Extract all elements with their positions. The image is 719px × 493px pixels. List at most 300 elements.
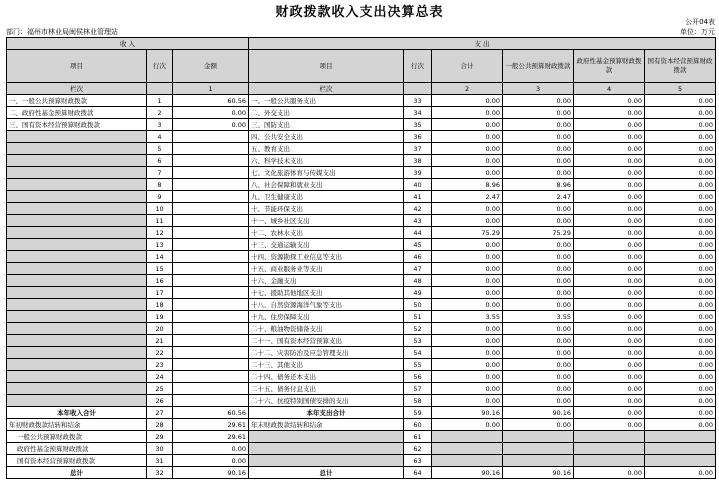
income-item xyxy=(7,155,147,167)
total-amount: 75.29 xyxy=(432,227,503,239)
income-item xyxy=(7,143,147,155)
income-row-no: 25 xyxy=(147,383,173,395)
income-amount xyxy=(173,275,249,287)
general-amount: 0.00 xyxy=(503,383,574,395)
capital-amount: 0.00 xyxy=(645,395,716,407)
table-row xyxy=(7,275,716,287)
fund-amount: 0.00 xyxy=(574,95,645,107)
capital-amount: 0.00 xyxy=(645,371,716,383)
expense-item: 六、科学技术支出 xyxy=(249,155,404,167)
general-amount: 0.00 xyxy=(503,251,574,263)
total-amount: 0.00 xyxy=(432,383,503,395)
income-item xyxy=(7,299,147,311)
general-amount: 0.00 xyxy=(503,155,574,167)
table-row xyxy=(7,215,716,227)
total-amount: 0.00 xyxy=(432,215,503,227)
income-item xyxy=(7,347,147,359)
fund-amount: 0.00 xyxy=(574,359,645,371)
income-item xyxy=(7,227,147,239)
income-item xyxy=(7,275,147,287)
expense-row-no: 36 xyxy=(404,131,432,143)
general-amount: 0.00 xyxy=(503,323,574,335)
expense-item: 一、一般公共服务支出 xyxy=(249,95,404,107)
fund-amount: 0.00 xyxy=(574,191,645,203)
table-row xyxy=(7,371,716,383)
income-row-no: 21 xyxy=(147,335,173,347)
total-amount: 0.00 xyxy=(432,323,503,335)
total-amount: 8.96 xyxy=(432,179,503,191)
expense-item: 三、国防支出 xyxy=(249,119,404,131)
income-row-no: 1 xyxy=(147,95,173,107)
capital-amount: 0.00 xyxy=(645,323,716,335)
income-amount xyxy=(173,383,249,395)
table-row xyxy=(7,167,716,179)
income-item: 一、一般公共预算财政拨款 xyxy=(7,95,147,107)
table-row xyxy=(7,335,716,347)
expense-row-no: 53 xyxy=(404,335,432,347)
capital-amount: 0.00 xyxy=(645,287,716,299)
table-row xyxy=(7,95,716,107)
fund-amount: 0.00 xyxy=(574,287,645,299)
general-amount: 0.00 xyxy=(503,119,574,131)
capital-amount: 0.00 xyxy=(645,383,716,395)
expense-row-no: 45 xyxy=(404,239,432,251)
total-row: 本年收入合计 27 60.56 本年支出合计 59 90.16 90.16 0.00 0.00 xyxy=(7,407,716,419)
income-amount xyxy=(173,191,249,203)
fund-amount: 0.00 xyxy=(574,311,645,323)
income-item-header: 项目 xyxy=(7,50,147,83)
expense-item: 十七、援助其他地区支出 xyxy=(249,287,404,299)
income-amount xyxy=(173,239,249,251)
general-budget-header: 一般公共预算财政拨款 xyxy=(503,50,574,83)
fund-amount: 0.00 xyxy=(574,263,645,275)
income-row-no: 22 xyxy=(147,347,173,359)
table-row xyxy=(7,227,716,239)
income-item xyxy=(7,311,147,323)
expense-row-no: 44 xyxy=(404,227,432,239)
table-row xyxy=(7,131,716,143)
income-amount: 0.00 xyxy=(173,119,249,131)
total-amount: 0.00 xyxy=(432,275,503,287)
total-amount: 0.00 xyxy=(432,203,503,215)
fund-amount: 0.00 xyxy=(574,347,645,359)
general-amount: 0.00 xyxy=(503,107,574,119)
expense-row-no: 41 xyxy=(404,191,432,203)
expense-item-header: 项目 xyxy=(249,50,404,83)
expense-row-no: 48 xyxy=(404,275,432,287)
column-header-row xyxy=(7,50,716,83)
income-row-no: 2 xyxy=(147,107,173,119)
income-amount xyxy=(173,335,249,347)
expense-row-no: 54 xyxy=(404,347,432,359)
expense-row-no: 37 xyxy=(404,143,432,155)
expense-item: 二十三、其他支出 xyxy=(249,359,404,371)
grand-total-label: 总计 xyxy=(7,467,147,479)
expense-item: 十、节能环保支出 xyxy=(249,203,404,215)
expense-row-no: 58 xyxy=(404,395,432,407)
table-row xyxy=(7,311,716,323)
income-item xyxy=(7,383,147,395)
income-row-no: 10 xyxy=(147,203,173,215)
col-4: 4 xyxy=(574,83,645,95)
total-amount: 0.00 xyxy=(432,263,503,275)
expense-item: 十三、交通运输支出 xyxy=(249,239,404,251)
expense-row-no: 42 xyxy=(404,203,432,215)
fund-amount: 0.00 xyxy=(574,179,645,191)
general-amount: 0.00 xyxy=(503,215,574,227)
fund-amount: 0.00 xyxy=(574,131,645,143)
income-row-no: 16 xyxy=(147,275,173,287)
general-amount: 0.00 xyxy=(503,395,574,407)
general-amount: 0.00 xyxy=(503,371,574,383)
capital-amount: 0.00 xyxy=(645,347,716,359)
income-row-no: 26 xyxy=(147,395,173,407)
sub-row: 政府性基金预算财政拨款 30 0.00 62 xyxy=(7,443,716,455)
expense-row-no: 47 xyxy=(404,263,432,275)
expense-item: 二十六、抗疫特别国债安排的支出 xyxy=(249,395,404,407)
income-item xyxy=(7,371,147,383)
sub-row: 一般公共预算财政拨款 29 29.61 61 xyxy=(7,431,716,443)
income-header: 收 入 xyxy=(7,38,249,50)
expense-row-header: 行次 xyxy=(404,50,432,83)
expense-row-no: 56 xyxy=(404,371,432,383)
expense-item: 十五、商业服务业等支出 xyxy=(249,263,404,275)
fund-amount: 0.00 xyxy=(574,227,645,239)
total-amount: 0.00 xyxy=(432,371,503,383)
fund-amount: 0.00 xyxy=(574,119,645,131)
income-amount xyxy=(173,311,249,323)
total-amount: 3.55 xyxy=(432,311,503,323)
expense-item: 十一、城乡社区支出 xyxy=(249,215,404,227)
income-item xyxy=(7,323,147,335)
table-row xyxy=(7,107,716,119)
expense-item: 十九、住房保障支出 xyxy=(249,311,404,323)
total-amount: 0.00 xyxy=(432,143,503,155)
fund-amount: 0.00 xyxy=(574,371,645,383)
capital-amount: 0.00 xyxy=(645,239,716,251)
grand-total-label-right: 总计 xyxy=(249,467,404,479)
income-amount xyxy=(173,203,249,215)
expense-item: 二十一、国有资本经营预算支出 xyxy=(249,335,404,347)
total-amount: 0.00 xyxy=(432,335,503,347)
general-amount: 0.00 xyxy=(503,131,574,143)
total-amount: 0.00 xyxy=(432,95,503,107)
income-amount xyxy=(173,143,249,155)
income-item xyxy=(7,167,147,179)
capital-amount: 0.00 xyxy=(645,299,716,311)
table-row xyxy=(7,287,716,299)
fund-budget-header: 政府性基金预算财政拨款 xyxy=(574,50,645,83)
income-row-no: 3 xyxy=(147,119,173,131)
income-amount xyxy=(173,155,249,167)
capital-amount: 0.00 xyxy=(645,143,716,155)
department-label: 部门：福州市林业局闽侯林业管理站 xyxy=(6,28,118,36)
fiscal-summary-table xyxy=(6,37,716,479)
fund-amount: 0.00 xyxy=(574,239,645,251)
income-amount xyxy=(173,179,249,191)
section-header-row xyxy=(7,38,716,50)
general-amount: 0.00 xyxy=(503,203,574,215)
total-amount: 0.00 xyxy=(432,155,503,167)
capital-amount: 0.00 xyxy=(645,311,716,323)
income-row-no: 8 xyxy=(147,179,173,191)
income-row-no: 12 xyxy=(147,227,173,239)
table-row xyxy=(7,155,716,167)
income-amount: 60.56 xyxy=(173,95,249,107)
income-item xyxy=(7,287,147,299)
total-amount: 0.00 xyxy=(432,239,503,251)
fund-amount: 0.00 xyxy=(574,395,645,407)
general-amount: 0.00 xyxy=(503,335,574,347)
total-amount: 0.00 xyxy=(432,119,503,131)
sub-general-label: 一般公共预算财政拨款 xyxy=(7,431,147,443)
general-amount: 0.00 xyxy=(503,263,574,275)
sub-row: 国有资本经营预算财政拨款 31 0.00 63 xyxy=(7,455,716,467)
general-amount: 0.00 xyxy=(503,347,574,359)
carry-row: 年初财政拨款结转和结余 28 29.61 年末财政拨款结转和结余 60 0.00 0.00 0.00 0.00 xyxy=(7,419,716,431)
income-item xyxy=(7,335,147,347)
table-row xyxy=(7,263,716,275)
income-amount-header: 金额 xyxy=(173,50,249,83)
expense-item: 十四、资源勘探工业信息等支出 xyxy=(249,251,404,263)
capital-amount: 0.00 xyxy=(645,191,716,203)
capital-amount: 0.00 xyxy=(645,203,716,215)
expense-item: 二十、粮油物资储备支出 xyxy=(249,323,404,335)
table-row xyxy=(7,347,716,359)
expense-row-no: 51 xyxy=(404,311,432,323)
income-amount: 0.00 xyxy=(173,107,249,119)
income-total-label: 本年收入合计 xyxy=(7,407,147,419)
capital-amount: 0.00 xyxy=(645,335,716,347)
expense-item: 四、公共安全支出 xyxy=(249,131,404,143)
general-amount: 8.96 xyxy=(503,179,574,191)
expense-total-label: 本年支出合计 xyxy=(249,407,404,419)
income-row-no: 14 xyxy=(147,251,173,263)
income-amount xyxy=(173,323,249,335)
expense-item: 八、社会保障和就业支出 xyxy=(249,179,404,191)
general-amount: 3.55 xyxy=(503,311,574,323)
table-row xyxy=(7,299,716,311)
income-row-no: 4 xyxy=(147,131,173,143)
income-row-no: 24 xyxy=(147,371,173,383)
expense-row-no: 57 xyxy=(404,383,432,395)
table-row xyxy=(7,251,716,263)
general-amount: 0.00 xyxy=(503,167,574,179)
fund-amount: 0.00 xyxy=(574,215,645,227)
income-row-no: 6 xyxy=(147,155,173,167)
sub-fund-label: 政府性基金预算财政拨款 xyxy=(7,443,147,455)
total-amount: 0.00 xyxy=(432,251,503,263)
grand-total-row: 总计 32 90.16 总计 64 90.16 90.16 0.00 0.00 xyxy=(7,467,716,479)
table-row xyxy=(7,239,716,251)
fund-amount: 0.00 xyxy=(574,107,645,119)
income-row-no: 23 xyxy=(147,359,173,371)
income-item xyxy=(7,203,147,215)
expense-item: 二、外交支出 xyxy=(249,107,404,119)
total-amount: 0.00 xyxy=(432,299,503,311)
income-item xyxy=(7,215,147,227)
income-item: 二、政府性基金预算财政拨款 xyxy=(7,107,147,119)
capital-amount: 0.00 xyxy=(645,251,716,263)
table-row xyxy=(7,395,716,407)
expense-header: 支 出 xyxy=(249,38,716,50)
income-amount xyxy=(173,227,249,239)
income-amount xyxy=(173,287,249,299)
fund-amount: 0.00 xyxy=(574,203,645,215)
income-amount xyxy=(173,347,249,359)
table-row xyxy=(7,119,716,131)
fund-amount: 0.00 xyxy=(574,335,645,347)
carry-end-label: 年末财政拨款结转和结余 xyxy=(249,419,404,431)
total-amount: 0.00 xyxy=(432,287,503,299)
fund-amount: 0.00 xyxy=(574,167,645,179)
income-row-no: 18 xyxy=(147,299,173,311)
expense-item: 十八、自然资源海洋气象等支出 xyxy=(249,299,404,311)
table-row xyxy=(7,323,716,335)
page-title: 财政拨款收入支出决算总表 xyxy=(275,5,444,20)
income-row-no: 19 xyxy=(147,311,173,323)
income-row-no: 9 xyxy=(147,191,173,203)
general-amount: 0.00 xyxy=(503,95,574,107)
capital-amount: 0.00 xyxy=(645,131,716,143)
expense-row-no: 39 xyxy=(404,167,432,179)
general-amount: 2.47 xyxy=(503,191,574,203)
income-amount xyxy=(173,359,249,371)
general-amount: 0.00 xyxy=(503,239,574,251)
expense-row-no: 52 xyxy=(404,323,432,335)
unit-label: 单位：万元 xyxy=(680,28,715,36)
expense-row-no: 34 xyxy=(404,107,432,119)
sub-capital-label: 国有资本经营预算财政拨款 xyxy=(7,455,147,467)
col-1: 1 xyxy=(173,83,249,95)
capital-amount: 0.00 xyxy=(645,167,716,179)
fund-amount: 0.00 xyxy=(574,251,645,263)
income-amount xyxy=(173,371,249,383)
fund-amount: 0.00 xyxy=(574,383,645,395)
income-row-no: 20 xyxy=(147,323,173,335)
capital-amount: 0.00 xyxy=(645,155,716,167)
expense-row-no: 49 xyxy=(404,287,432,299)
fund-amount: 0.00 xyxy=(574,299,645,311)
total-amount: 0.00 xyxy=(432,347,503,359)
capital-amount: 0.00 xyxy=(645,107,716,119)
income-amount xyxy=(173,299,249,311)
income-row-no: 7 xyxy=(147,167,173,179)
capital-amount: 0.00 xyxy=(645,119,716,131)
income-item xyxy=(7,191,147,203)
col-label: 栏次 xyxy=(249,83,404,95)
fund-amount: 0.00 xyxy=(574,155,645,167)
fund-amount: 0.00 xyxy=(574,323,645,335)
income-item xyxy=(7,263,147,275)
table-row xyxy=(7,203,716,215)
form-number: 公开04表 xyxy=(685,18,715,26)
expense-row-no: 43 xyxy=(404,215,432,227)
general-amount: 0.00 xyxy=(503,287,574,299)
total-amount: 2.47 xyxy=(432,191,503,203)
fund-amount: 0.00 xyxy=(574,275,645,287)
capital-amount: 0.00 xyxy=(645,215,716,227)
expense-item: 五、教育支出 xyxy=(249,143,404,155)
carry-begin-label: 年初财政拨款结转和结余 xyxy=(7,419,147,431)
total-amount: 0.00 xyxy=(432,359,503,371)
column-index-row xyxy=(7,83,716,95)
col-5: 5 xyxy=(645,83,716,95)
income-row-header: 行次 xyxy=(147,50,173,83)
col-3: 3 xyxy=(503,83,574,95)
income-item xyxy=(7,239,147,251)
general-amount: 75.29 xyxy=(503,227,574,239)
table-row xyxy=(7,143,716,155)
capital-amount: 0.00 xyxy=(645,275,716,287)
general-amount: 0.00 xyxy=(503,275,574,287)
total-header: 合计 xyxy=(432,50,503,83)
income-amount xyxy=(173,251,249,263)
total-amount: 0.00 xyxy=(432,131,503,143)
expense-row-no: 35 xyxy=(404,119,432,131)
income-item: 三、国有资本经营预算财政拨款 xyxy=(7,119,147,131)
expense-item: 九、卫生健康支出 xyxy=(249,191,404,203)
capital-amount: 0.00 xyxy=(645,359,716,371)
income-item xyxy=(7,251,147,263)
expense-item: 二十五、债务付息支出 xyxy=(249,383,404,395)
general-amount: 0.00 xyxy=(503,143,574,155)
table-row xyxy=(7,359,716,371)
income-amount xyxy=(173,263,249,275)
expense-row-no: 50 xyxy=(404,299,432,311)
expense-row-no: 40 xyxy=(404,179,432,191)
expense-item: 二十二、灾害防治及应急管理支出 xyxy=(249,347,404,359)
expense-item: 七、文化旅游体育与传媒支出 xyxy=(249,167,404,179)
col-label: 栏次 xyxy=(7,83,147,95)
income-item xyxy=(7,131,147,143)
total-amount: 0.00 xyxy=(432,107,503,119)
income-row-no: 5 xyxy=(147,143,173,155)
table-row xyxy=(7,383,716,395)
table-row xyxy=(7,179,716,191)
income-item xyxy=(7,395,147,407)
general-amount: 0.00 xyxy=(503,359,574,371)
income-row-no: 17 xyxy=(147,287,173,299)
col-2: 2 xyxy=(432,83,503,95)
capital-budget-header: 国有资本经营预算财政拨款 xyxy=(645,50,716,83)
expense-row-no: 46 xyxy=(404,251,432,263)
total-amount: 0.00 xyxy=(432,167,503,179)
income-total-amount: 60.56 xyxy=(173,407,249,419)
income-row-no: 11 xyxy=(147,215,173,227)
fund-amount: 0.00 xyxy=(574,143,645,155)
expense-row-no: 38 xyxy=(404,155,432,167)
capital-amount: 0.00 xyxy=(645,95,716,107)
expense-item: 十二、农林水支出 xyxy=(249,227,404,239)
income-amount xyxy=(173,215,249,227)
total-amount: 0.00 xyxy=(432,395,503,407)
expense-row-no: 55 xyxy=(404,359,432,371)
income-item xyxy=(7,179,147,191)
table-row xyxy=(7,191,716,203)
income-row-no: 15 xyxy=(147,263,173,275)
income-amount xyxy=(173,167,249,179)
expense-row-no: 33 xyxy=(404,95,432,107)
capital-amount: 0.00 xyxy=(645,263,716,275)
income-amount xyxy=(173,395,249,407)
income-item xyxy=(7,359,147,371)
general-amount: 0.00 xyxy=(503,299,574,311)
income-row-no: 13 xyxy=(147,239,173,251)
capital-amount: 0.00 xyxy=(645,227,716,239)
income-amount xyxy=(173,131,249,143)
expense-item: 十六、金融支出 xyxy=(249,275,404,287)
